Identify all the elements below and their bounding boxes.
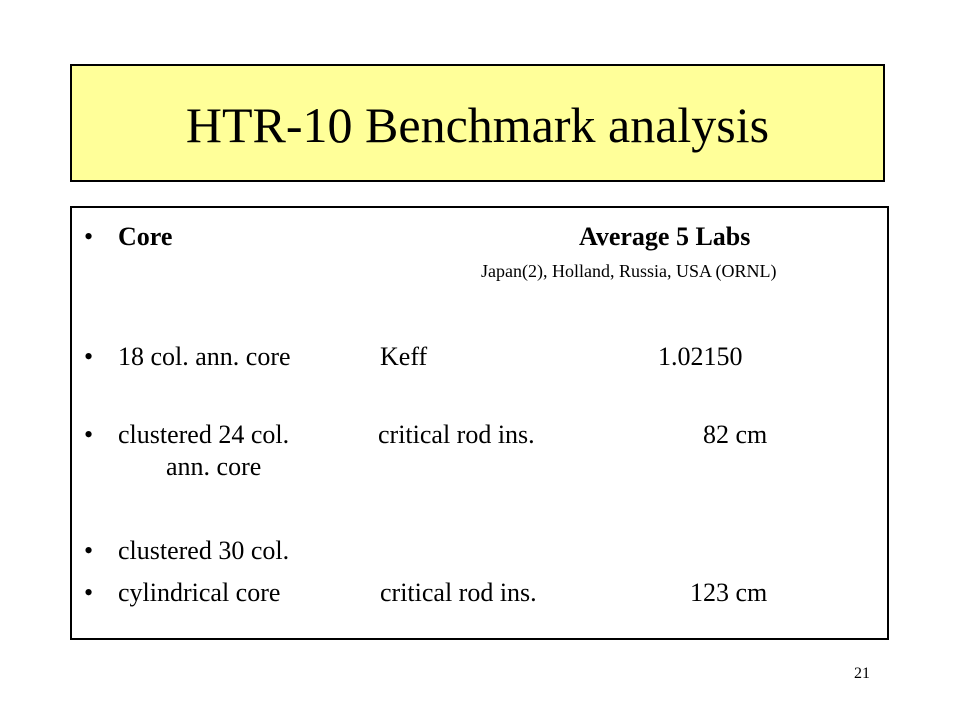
bullet-marker: • xyxy=(84,342,94,371)
row-value: 1.02150 xyxy=(658,342,743,371)
content-box xyxy=(70,206,889,640)
row-core-label: clustered 24 col. xyxy=(118,420,290,449)
bullet-marker: • xyxy=(84,420,94,449)
bullet-marker: • xyxy=(84,536,94,565)
labs-note: Japan(2), Holland, Russia, USA (ORNL) xyxy=(481,261,777,281)
row-core-label: clustered 30 col. xyxy=(118,536,290,565)
slide-title: HTR-10 Benchmark analysis xyxy=(185,97,770,153)
row-value: 123 cm xyxy=(690,578,768,607)
row-core-label: cylindrical core xyxy=(118,578,281,607)
bullet-marker: • xyxy=(84,222,94,251)
row-core-label-continued: ann. core xyxy=(166,452,262,481)
row-parameter: Keff xyxy=(380,342,428,371)
row-parameter: critical rod ins. xyxy=(378,420,535,449)
row-value: 82 cm xyxy=(703,420,768,449)
row-core-label: 18 col. ann. core xyxy=(118,342,291,371)
title-box xyxy=(70,64,885,182)
core-header: Core xyxy=(118,222,173,251)
row-parameter: critical rod ins. xyxy=(380,578,537,607)
average-header: Average 5 Labs xyxy=(579,222,751,251)
page-number: 21 xyxy=(854,665,870,682)
bullet-marker: • xyxy=(84,578,94,607)
